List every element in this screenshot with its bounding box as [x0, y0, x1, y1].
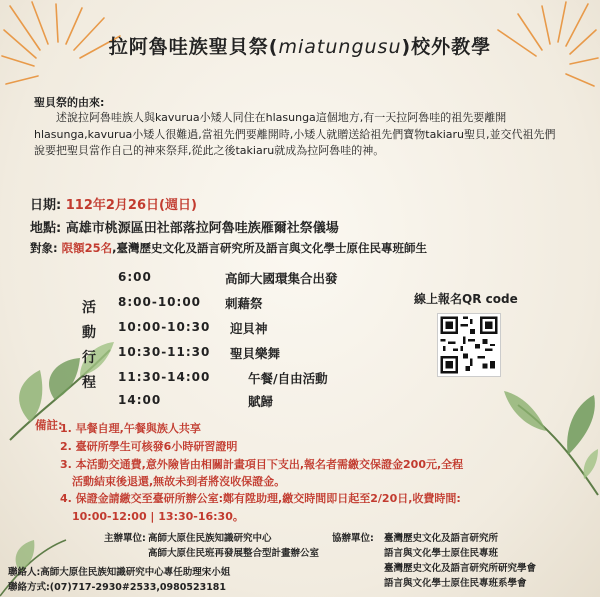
- schedule-label-3: 行: [82, 350, 96, 366]
- schedule-label-1: 活: [82, 300, 96, 316]
- co-organizer: 語言與文化學士原住民專班: [384, 548, 499, 559]
- qr-label: 線上報名QR code: [414, 292, 518, 306]
- main-organizer: 高師大原住民族知識研究中心: [148, 533, 272, 544]
- date-row: [30, 194, 197, 213]
- place-row: [30, 217, 339, 236]
- note-item: 活動結束後退還,無故未到者將沒收保證金。: [72, 475, 286, 488]
- co-organizer-label: 協辦單位:: [332, 533, 374, 544]
- schedule-time: 14:00: [118, 393, 162, 407]
- leaf-right-icon: [498, 375, 600, 505]
- main-organizer-label: 主辦單位:: [104, 533, 146, 544]
- main-organizer: 高師大原住民班再發展整合型計畫辦公室: [148, 548, 320, 559]
- note-item: 3. 本活動交通費,意外險皆由相關計畫項目下支出,報名者需繳交保證金200元,全程: [60, 458, 464, 471]
- schedule-activity: 聖貝樂舞: [230, 346, 281, 361]
- schedule-time: 10:00-10:30: [118, 320, 211, 334]
- target-label: 對象:: [30, 241, 58, 255]
- origin-body: 述說拉阿魯哇族人與kavurua小矮人同住在hlasunga這個地方,有一天拉阿魯哇的祖先要離開hlasunga,kavurua小矮人很難過,當祖先們要離開時,小矮人就贈送給祖先們寶物takiaru聖貝,並交代祖先們說要把聖貝當作自己的神來祭拜,從此之後takiaru就成為拉阿魯哇的神。: [34, 111, 556, 157]
- title-suffix: )校外教學: [401, 36, 492, 58]
- signup-qr-code[interactable]: [437, 313, 501, 377]
- schedule-activity: 刺藉祭: [225, 296, 263, 311]
- schedule-time: 11:30-14:00: [118, 370, 211, 384]
- schedule-label-2: 動: [82, 325, 96, 341]
- schedule-activity: 高師大國環集合出發: [225, 271, 338, 286]
- schedule-activity: 賦歸: [248, 394, 274, 409]
- co-organizer: 臺灣歷史文化及語言研究所: [384, 533, 499, 544]
- origin-heading: 聖貝祭的由來:: [34, 96, 105, 109]
- note-item: 10:00-12:00 | 13:30-16:30。: [72, 510, 244, 523]
- co-organizer: 語言與文化學士原住民專班系學會: [384, 578, 527, 589]
- note-item: 4. 保證金請繳交至臺研所辦公室:鄭有陞助理,繳交時間即日起至2/20日,收費時間:: [60, 492, 461, 505]
- schedule-time: 10:30-11:30: [118, 345, 211, 359]
- contact-method: 聯絡方式:(07)717-2930#2533,0980523181: [8, 582, 227, 593]
- place-value: 高雄市桃源區田社部落拉阿魯哇族雁爾社祭儀場: [65, 221, 339, 236]
- target-value: ,臺灣歷史文化及語言研究所及語言與文化學士原住民專班師生: [112, 241, 428, 255]
- date-label: 日期:: [30, 198, 62, 213]
- target-limit: 限額25名: [61, 241, 113, 255]
- title-prefix: 拉阿魯哇族聖貝祭(: [108, 36, 279, 58]
- contact-person: 聯絡人:高師大原住民族知識研究中心專任助理宋小姐: [8, 567, 231, 578]
- schedule-time: 8:00-10:00: [118, 295, 202, 309]
- date-value: 112年2月26日(週日): [65, 198, 197, 213]
- schedule-activity: 午餐/自由活動: [248, 371, 328, 386]
- notes-heading: 備註:: [35, 418, 63, 432]
- schedule-time: 6:00: [118, 270, 152, 284]
- title-latin: miatungusu: [278, 36, 402, 58]
- note-item: 1. 早餐自理,午餐與族人共享: [60, 422, 201, 435]
- co-organizer: 臺灣歷史文化及語言研究所研究學會: [384, 563, 537, 574]
- page-title: [0, 32, 600, 59]
- target-row: [30, 240, 427, 256]
- place-label: 地點:: [30, 221, 62, 236]
- schedule-activity: 迎貝神: [230, 321, 268, 336]
- schedule-label-4: 程: [82, 375, 96, 391]
- note-item: 2. 臺研所學生可核發6小時研習證明: [60, 440, 238, 453]
